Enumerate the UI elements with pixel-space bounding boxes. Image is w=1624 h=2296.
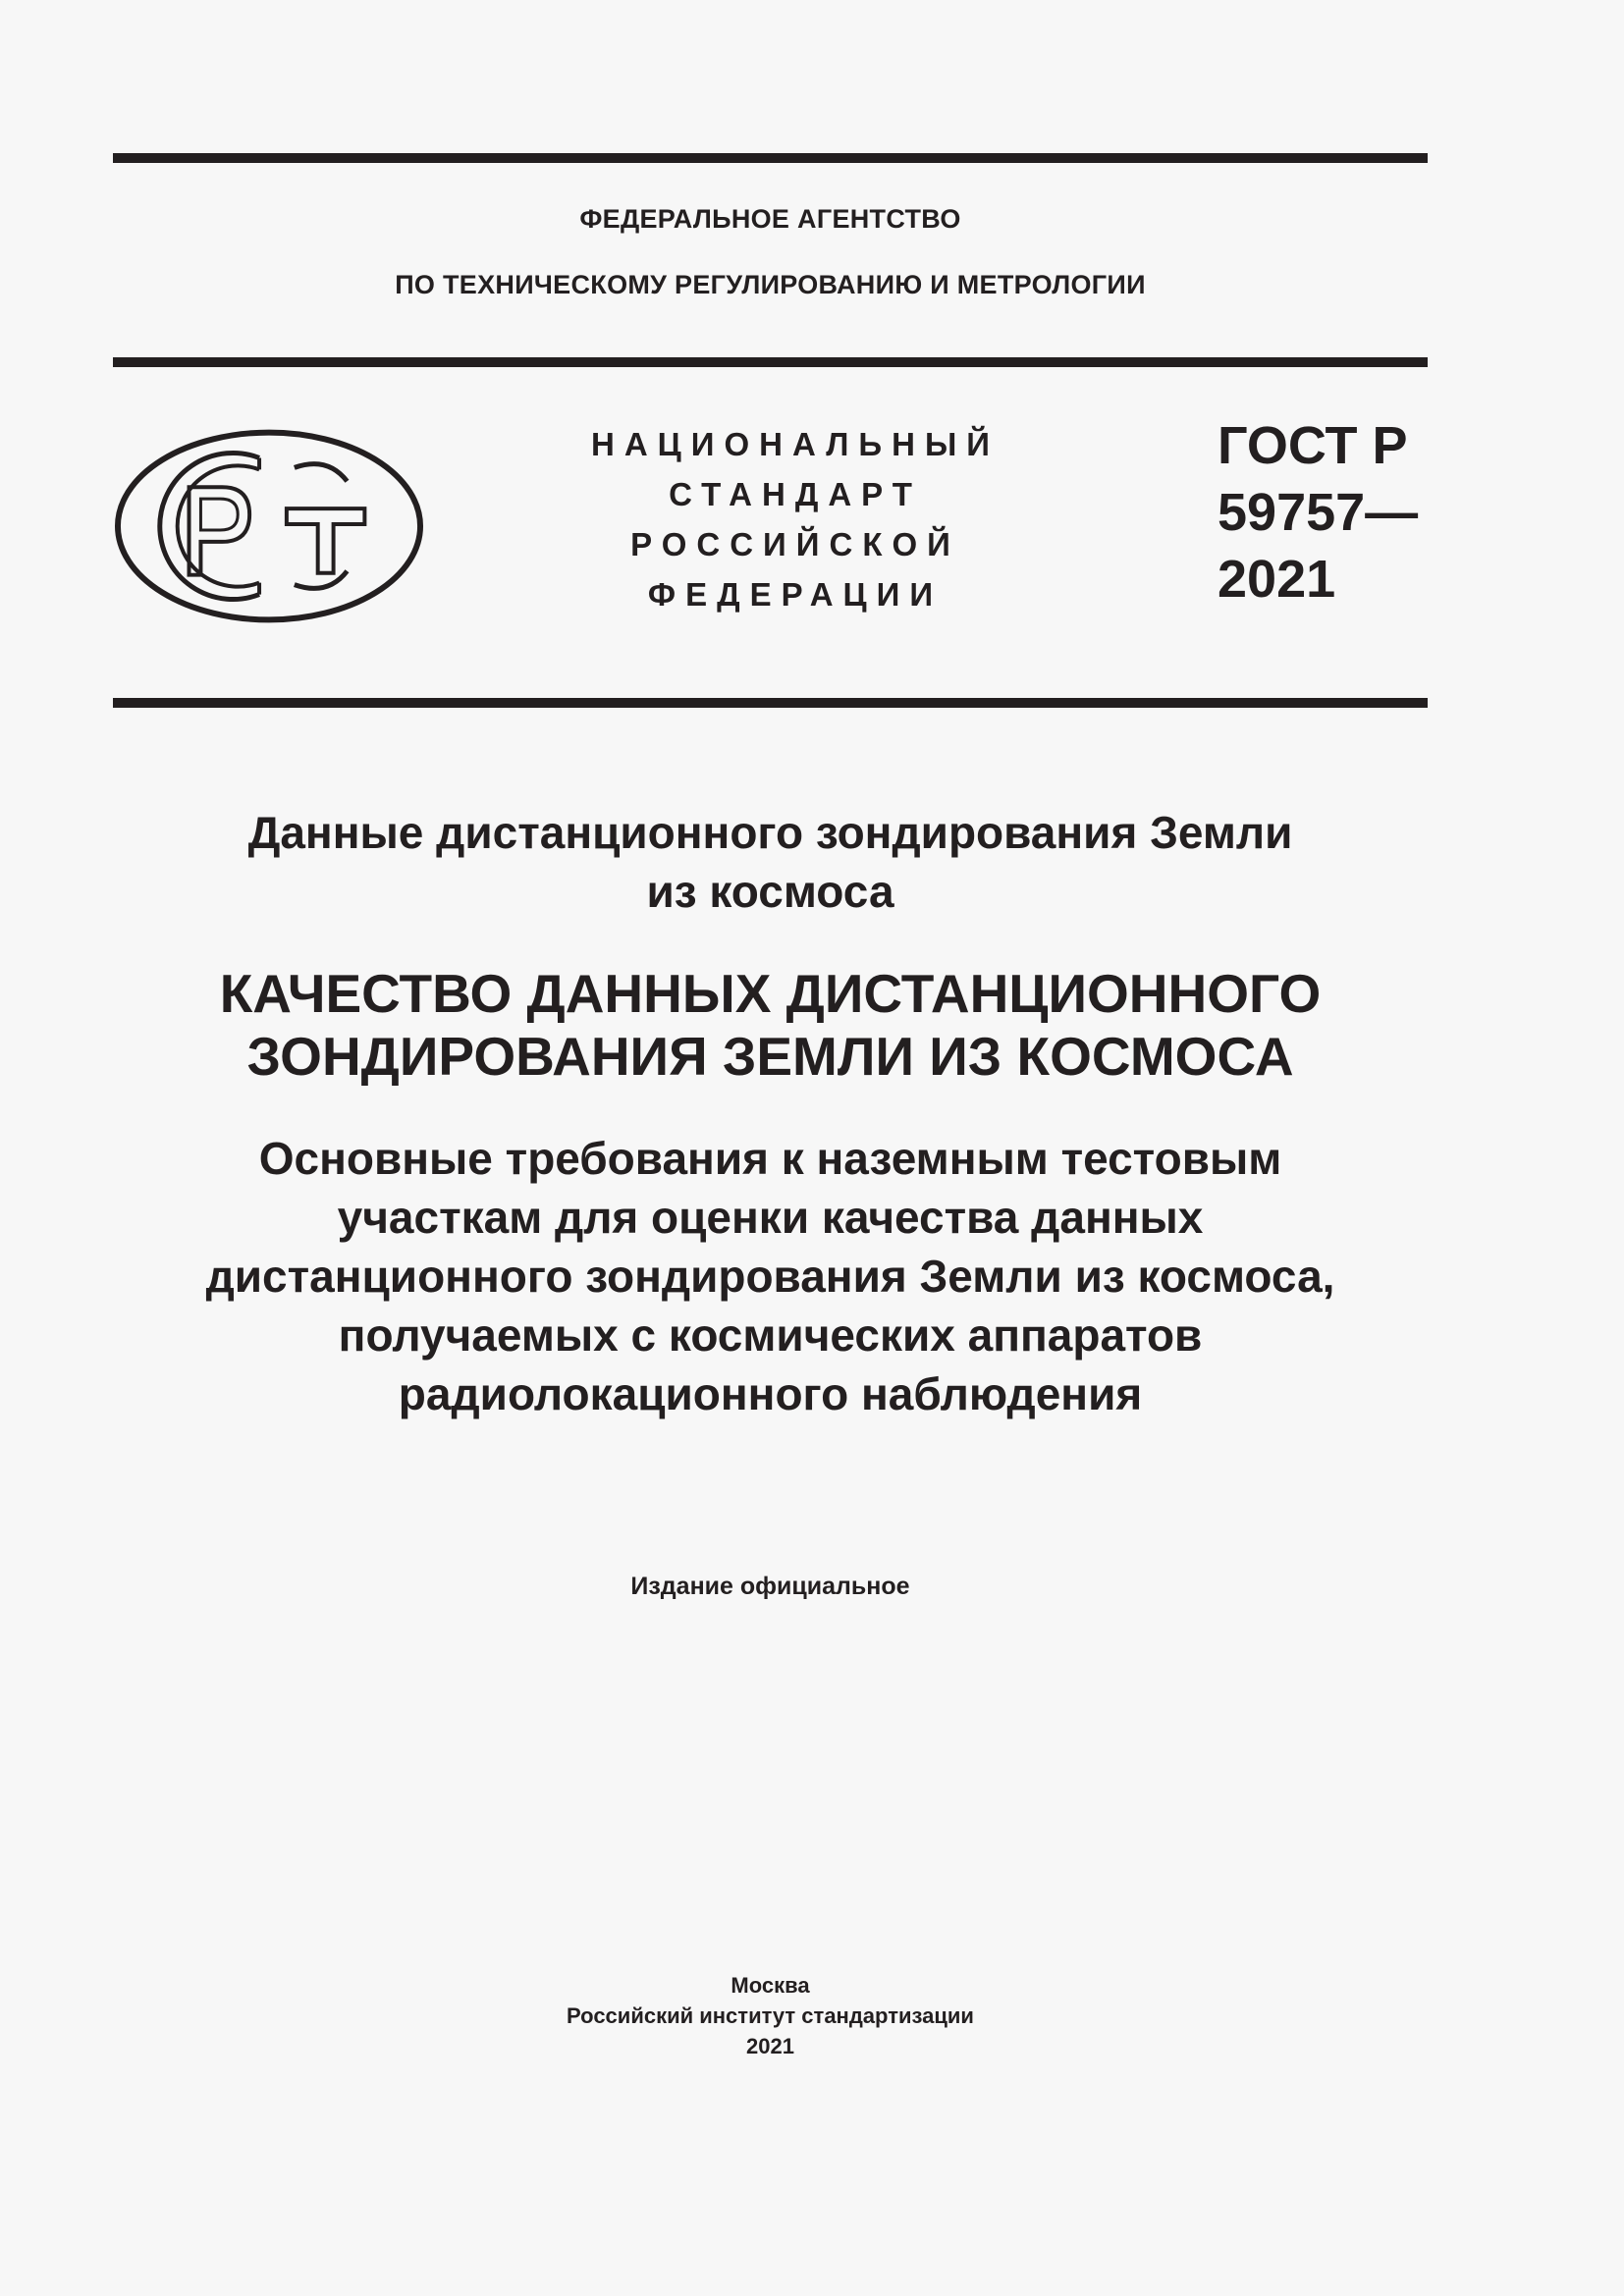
main-title-line: ЗОНДИРОВАНИЯ ЗЕМЛИ ИЗ КОСМОСА: [246, 1026, 1294, 1087]
national-standard-word-2: СТАНДАРТ: [669, 476, 922, 512]
designation-line-2: 59757—: [1218, 483, 1419, 542]
subtitle-line: радиолокационного наблюдения: [398, 1368, 1143, 1419]
general-title: [113, 803, 1428, 921]
top-rule: [113, 153, 1428, 163]
subtitle-line: участкам для оценки качества данных: [337, 1192, 1204, 1243]
title-rule: [113, 698, 1428, 708]
agency-name-line-1: ФЕДЕРАЛЬНОЕ АГЕНТСТВО: [579, 204, 961, 234]
subtitle-line: получаемых с космических аппаратов: [338, 1309, 1203, 1361]
imprint-publisher: Российский институт стандартизации: [567, 2003, 974, 2028]
imprint: [113, 1970, 1428, 2061]
subtitle-line: Основные требования к наземным тестовым: [258, 1133, 1282, 1184]
national-standard-label: [569, 419, 1021, 619]
subtitle-line: дистанционного зондирования Земли из космоса,: [205, 1251, 1335, 1302]
national-standard-word-3: РОССИЙСКОЙ: [630, 526, 960, 562]
main-title: [113, 962, 1428, 1088]
general-title-line: из космоса: [646, 866, 894, 917]
standard-designation: [1218, 412, 1443, 613]
imprint-city: Москва: [731, 1973, 810, 1998]
agency-name-line-2: ПО ТЕХНИЧЕСКОМУ РЕГУЛИРОВАНИЮ И МЕТРОЛОГИИ: [395, 270, 1146, 299]
general-title-line: Данные дистанционного зондирования Земли: [247, 807, 1293, 858]
national-standard-word-1: НАЦИОНАЛЬНЫЙ: [591, 426, 1000, 462]
header-rule: [113, 357, 1428, 367]
national-standard-word-4: ФЕДЕРАЦИИ: [647, 576, 944, 613]
designation-line-1: ГОСТ Р: [1218, 416, 1408, 475]
imprint-year: 2021: [746, 2034, 794, 2058]
designation-line-3: 2021: [1218, 550, 1336, 609]
subtitle: [113, 1129, 1428, 1423]
rst-mark-icon: [113, 428, 425, 624]
edition-note: Издание официальное: [630, 1573, 910, 1600]
main-title-line: КАЧЕСТВО ДАННЫХ ДИСТАНЦИОННОГО: [219, 963, 1322, 1024]
